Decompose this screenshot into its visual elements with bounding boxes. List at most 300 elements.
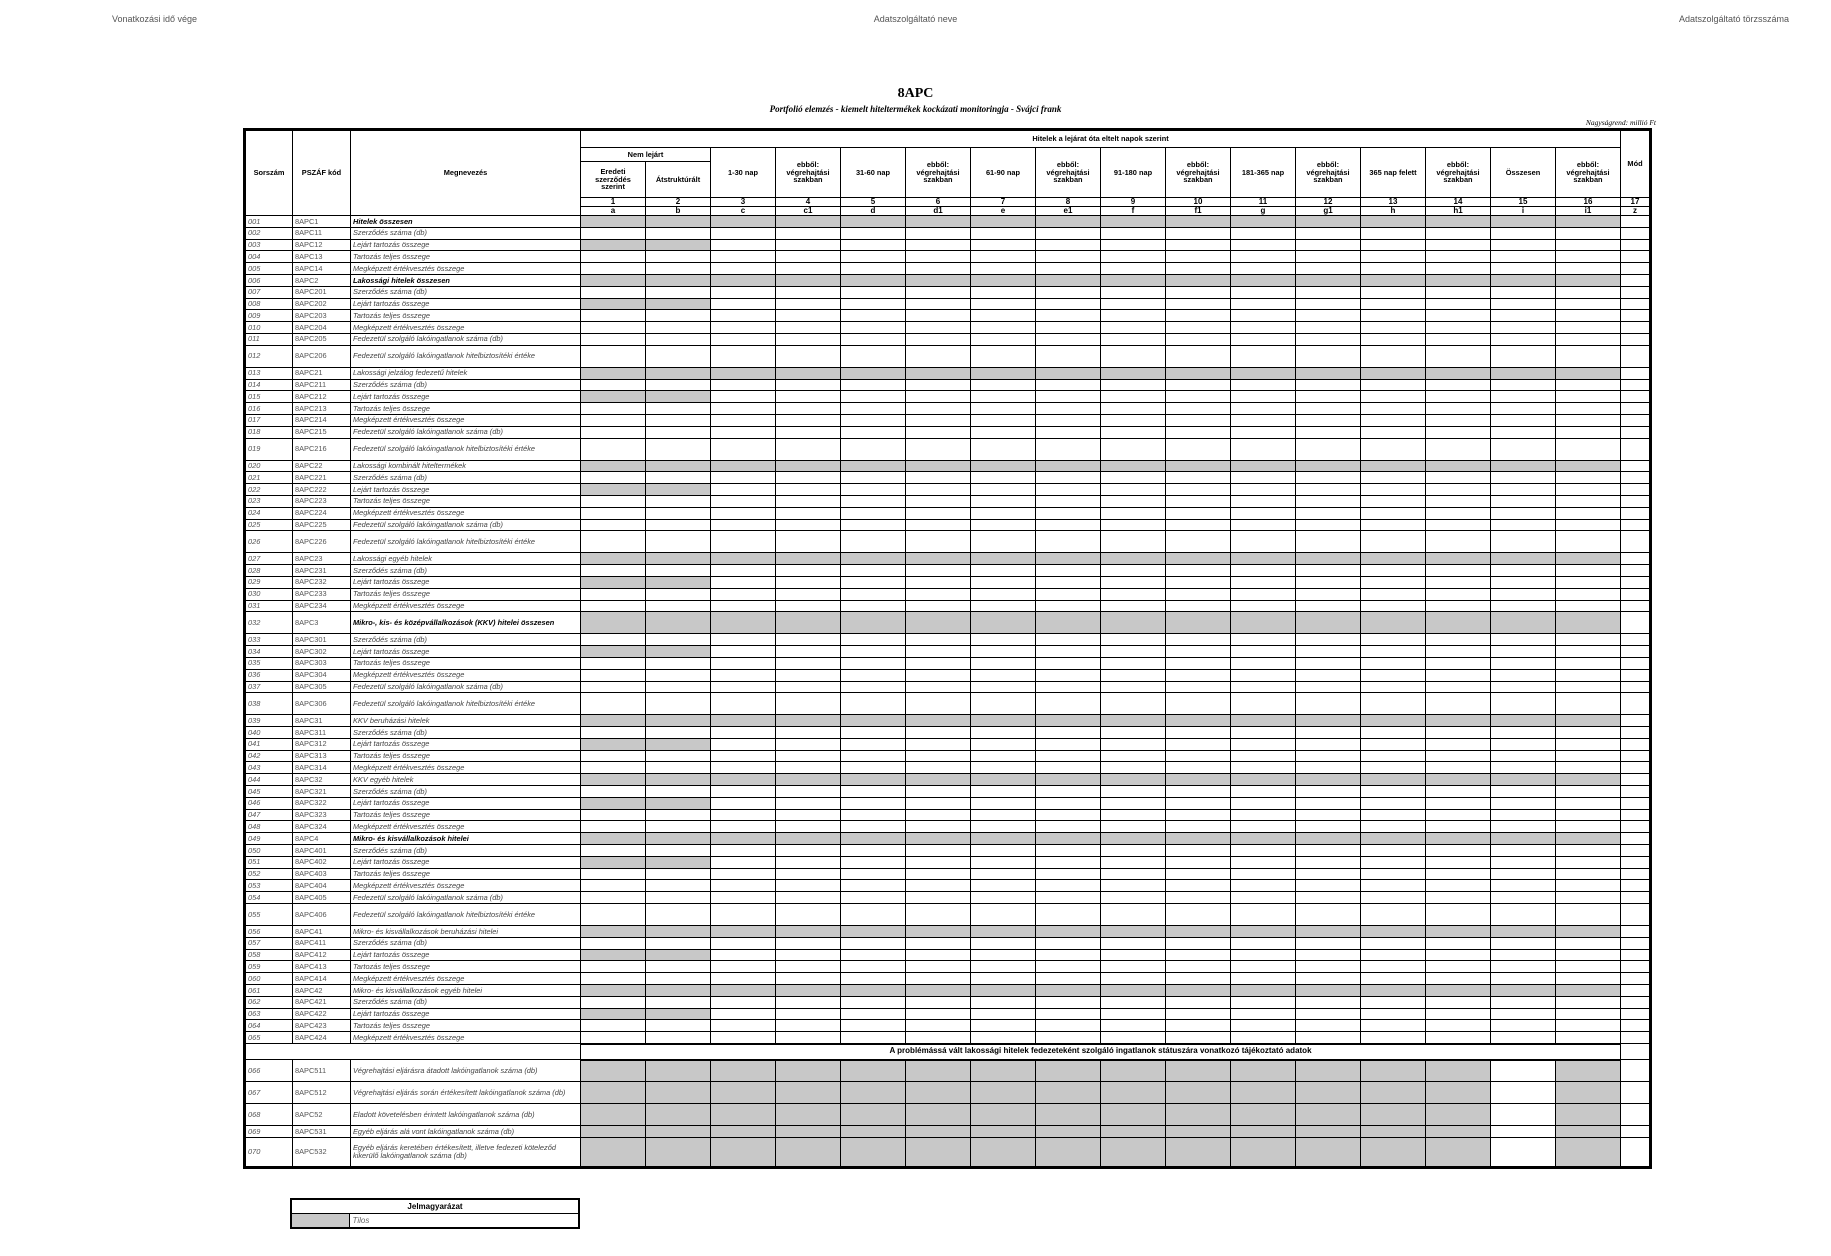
- data-cell[interactable]: [581, 426, 646, 438]
- data-cell[interactable]: [906, 274, 971, 286]
- data-cell[interactable]: [711, 833, 776, 845]
- data-cell[interactable]: [906, 937, 971, 949]
- data-cell[interactable]: [1166, 310, 1231, 322]
- data-cell[interactable]: [711, 391, 776, 403]
- data-cell[interactable]: [776, 414, 841, 426]
- data-cell[interactable]: [1231, 310, 1296, 322]
- data-cell[interactable]: [581, 263, 646, 275]
- data-cell[interactable]: [1166, 612, 1231, 634]
- data-cell[interactable]: [1231, 263, 1296, 275]
- data-cell[interactable]: [906, 286, 971, 298]
- data-cell[interactable]: [1426, 588, 1491, 600]
- data-cell[interactable]: [906, 379, 971, 391]
- data-cell[interactable]: [1426, 657, 1491, 669]
- data-cell[interactable]: [1101, 996, 1166, 1008]
- data-cell[interactable]: [1231, 937, 1296, 949]
- data-cell[interactable]: [646, 333, 711, 345]
- data-cell[interactable]: [906, 438, 971, 460]
- data-cell[interactable]: [841, 681, 906, 693]
- data-cell[interactable]: [1231, 345, 1296, 367]
- data-cell[interactable]: [1361, 403, 1426, 415]
- data-cell[interactable]: [1231, 1020, 1296, 1032]
- data-cell[interactable]: [646, 460, 711, 472]
- data-cell[interactable]: [776, 531, 841, 553]
- data-cell[interactable]: [1101, 495, 1166, 507]
- data-cell[interactable]: [1621, 961, 1651, 973]
- data-cell[interactable]: [1101, 1008, 1166, 1020]
- data-cell[interactable]: [971, 251, 1036, 263]
- data-cell[interactable]: [906, 762, 971, 774]
- data-cell[interactable]: [1491, 880, 1556, 892]
- data-cell[interactable]: [1231, 669, 1296, 681]
- data-cell[interactable]: [646, 750, 711, 762]
- data-cell[interactable]: [1491, 379, 1556, 391]
- data-cell[interactable]: [1361, 1032, 1426, 1044]
- data-cell[interactable]: [1101, 681, 1166, 693]
- data-cell[interactable]: [906, 426, 971, 438]
- data-cell[interactable]: [581, 669, 646, 681]
- data-cell[interactable]: [1036, 762, 1101, 774]
- data-cell[interactable]: [1621, 880, 1651, 892]
- data-cell[interactable]: [776, 367, 841, 379]
- data-cell[interactable]: [1296, 239, 1361, 251]
- data-cell[interactable]: [1556, 762, 1621, 774]
- data-cell[interactable]: [1426, 460, 1491, 472]
- data-cell[interactable]: [1361, 880, 1426, 892]
- data-cell[interactable]: [1101, 391, 1166, 403]
- data-cell[interactable]: [1621, 973, 1651, 985]
- data-cell[interactable]: [1361, 821, 1426, 833]
- data-cell[interactable]: [971, 797, 1036, 809]
- data-cell[interactable]: [1621, 693, 1651, 715]
- data-cell[interactable]: [1426, 774, 1491, 786]
- data-cell[interactable]: [1556, 669, 1621, 681]
- data-cell[interactable]: [776, 263, 841, 275]
- data-cell[interactable]: [1296, 600, 1361, 612]
- data-cell[interactable]: [581, 460, 646, 472]
- data-cell[interactable]: [711, 786, 776, 798]
- data-cell[interactable]: [1426, 1008, 1491, 1020]
- data-cell[interactable]: [646, 646, 711, 658]
- data-cell[interactable]: [1231, 892, 1296, 904]
- data-cell[interactable]: [1361, 426, 1426, 438]
- data-cell[interactable]: [1166, 414, 1231, 426]
- data-cell[interactable]: [1426, 367, 1491, 379]
- data-cell[interactable]: [1491, 727, 1556, 739]
- data-cell[interactable]: [1556, 484, 1621, 496]
- data-cell[interactable]: [1361, 251, 1426, 263]
- data-cell[interactable]: [971, 414, 1036, 426]
- data-cell[interactable]: [971, 904, 1036, 926]
- data-cell[interactable]: [776, 727, 841, 739]
- data-cell[interactable]: [711, 681, 776, 693]
- data-cell[interactable]: [776, 519, 841, 531]
- data-cell[interactable]: [1621, 588, 1651, 600]
- data-cell[interactable]: [1621, 379, 1651, 391]
- data-cell[interactable]: [1296, 1126, 1361, 1138]
- data-cell[interactable]: [581, 821, 646, 833]
- data-cell[interactable]: [1491, 322, 1556, 334]
- data-cell[interactable]: [906, 973, 971, 985]
- data-cell[interactable]: [1231, 727, 1296, 739]
- data-cell[interactable]: [776, 1126, 841, 1138]
- data-cell[interactable]: [776, 996, 841, 1008]
- data-cell[interactable]: [1166, 715, 1231, 727]
- data-cell[interactable]: [1361, 216, 1426, 228]
- data-cell[interactable]: [906, 495, 971, 507]
- data-cell[interactable]: [1166, 821, 1231, 833]
- data-cell[interactable]: [776, 460, 841, 472]
- data-cell[interactable]: [1231, 565, 1296, 577]
- data-cell[interactable]: [646, 1137, 711, 1167]
- data-cell[interactable]: [1491, 1126, 1556, 1138]
- data-cell[interactable]: [776, 298, 841, 310]
- data-cell[interactable]: [1361, 937, 1426, 949]
- data-cell[interactable]: [841, 227, 906, 239]
- data-cell[interactable]: [841, 379, 906, 391]
- data-cell[interactable]: [1426, 738, 1491, 750]
- data-cell[interactable]: [776, 274, 841, 286]
- data-cell[interactable]: [1036, 669, 1101, 681]
- data-cell[interactable]: [1621, 263, 1651, 275]
- data-cell[interactable]: [971, 1082, 1036, 1104]
- data-cell[interactable]: [581, 274, 646, 286]
- data-cell[interactable]: [1426, 391, 1491, 403]
- data-cell[interactable]: [1036, 973, 1101, 985]
- data-cell[interactable]: [1621, 646, 1651, 658]
- data-cell[interactable]: [1426, 298, 1491, 310]
- data-cell[interactable]: [1296, 809, 1361, 821]
- data-cell[interactable]: [711, 333, 776, 345]
- data-cell[interactable]: [1621, 1008, 1651, 1020]
- data-cell[interactable]: [1426, 1137, 1491, 1167]
- data-cell[interactable]: [1426, 937, 1491, 949]
- data-cell[interactable]: [1036, 391, 1101, 403]
- data-cell[interactable]: [1101, 600, 1166, 612]
- data-cell[interactable]: [1101, 657, 1166, 669]
- data-cell[interactable]: [1426, 681, 1491, 693]
- data-cell[interactable]: [1231, 576, 1296, 588]
- data-cell[interactable]: [1036, 600, 1101, 612]
- data-cell[interactable]: [1556, 1032, 1621, 1044]
- data-cell[interactable]: [1036, 1032, 1101, 1044]
- data-cell[interactable]: [1556, 426, 1621, 438]
- data-cell[interactable]: [841, 961, 906, 973]
- data-cell[interactable]: [1036, 937, 1101, 949]
- data-cell[interactable]: [776, 322, 841, 334]
- data-cell[interactable]: [776, 345, 841, 367]
- data-cell[interactable]: [1036, 227, 1101, 239]
- data-cell[interactable]: [1621, 216, 1651, 228]
- data-cell[interactable]: [841, 868, 906, 880]
- data-cell[interactable]: [1491, 333, 1556, 345]
- data-cell[interactable]: [1101, 322, 1166, 334]
- data-cell[interactable]: [906, 333, 971, 345]
- data-cell[interactable]: [1036, 949, 1101, 961]
- data-cell[interactable]: [906, 961, 971, 973]
- data-cell[interactable]: [1621, 750, 1651, 762]
- data-cell[interactable]: [646, 1060, 711, 1082]
- data-cell[interactable]: [1101, 519, 1166, 531]
- data-cell[interactable]: [1036, 263, 1101, 275]
- data-cell[interactable]: [1361, 414, 1426, 426]
- data-cell[interactable]: [1101, 904, 1166, 926]
- data-cell[interactable]: [1621, 612, 1651, 634]
- data-cell[interactable]: [1491, 565, 1556, 577]
- data-cell[interactable]: [1556, 495, 1621, 507]
- data-cell[interactable]: [971, 1137, 1036, 1167]
- data-cell[interactable]: [646, 274, 711, 286]
- data-cell[interactable]: [776, 738, 841, 750]
- data-cell[interactable]: [711, 1104, 776, 1126]
- data-cell[interactable]: [1556, 438, 1621, 460]
- data-cell[interactable]: [1361, 926, 1426, 938]
- data-cell[interactable]: [711, 809, 776, 821]
- data-cell[interactable]: [841, 553, 906, 565]
- data-cell[interactable]: [1166, 379, 1231, 391]
- data-cell[interactable]: [906, 715, 971, 727]
- data-cell[interactable]: [581, 1104, 646, 1126]
- data-cell[interactable]: [1231, 845, 1296, 857]
- data-cell[interactable]: [1621, 634, 1651, 646]
- data-cell[interactable]: [906, 460, 971, 472]
- data-cell[interactable]: [1361, 612, 1426, 634]
- data-cell[interactable]: [1621, 762, 1651, 774]
- data-cell[interactable]: [971, 973, 1036, 985]
- data-cell[interactable]: [711, 507, 776, 519]
- data-cell[interactable]: [1166, 1104, 1231, 1126]
- data-cell[interactable]: [711, 588, 776, 600]
- data-cell[interactable]: [841, 426, 906, 438]
- data-cell[interactable]: [646, 495, 711, 507]
- data-cell[interactable]: [711, 426, 776, 438]
- data-cell[interactable]: [1166, 426, 1231, 438]
- data-cell[interactable]: [1426, 612, 1491, 634]
- data-cell[interactable]: [711, 379, 776, 391]
- data-cell[interactable]: [1036, 646, 1101, 658]
- data-cell[interactable]: [1426, 1060, 1491, 1082]
- data-cell[interactable]: [841, 669, 906, 681]
- data-cell[interactable]: [1621, 681, 1651, 693]
- data-cell[interactable]: [841, 845, 906, 857]
- data-cell[interactable]: [1361, 600, 1426, 612]
- data-cell[interactable]: [1621, 345, 1651, 367]
- data-cell[interactable]: [841, 251, 906, 263]
- data-cell[interactable]: [711, 519, 776, 531]
- data-cell[interactable]: [1621, 1126, 1651, 1138]
- data-cell[interactable]: [1556, 460, 1621, 472]
- data-cell[interactable]: [906, 565, 971, 577]
- data-cell[interactable]: [1426, 750, 1491, 762]
- data-cell[interactable]: [841, 531, 906, 553]
- data-cell[interactable]: [646, 856, 711, 868]
- data-cell[interactable]: [646, 892, 711, 904]
- data-cell[interactable]: [1296, 612, 1361, 634]
- data-cell[interactable]: [1621, 949, 1651, 961]
- data-cell[interactable]: [646, 298, 711, 310]
- data-cell[interactable]: [1556, 1020, 1621, 1032]
- data-cell[interactable]: [1621, 797, 1651, 809]
- data-cell[interactable]: [906, 856, 971, 868]
- data-cell[interactable]: [1361, 274, 1426, 286]
- data-cell[interactable]: [841, 856, 906, 868]
- data-cell[interactable]: [906, 868, 971, 880]
- data-cell[interactable]: [1556, 565, 1621, 577]
- data-cell[interactable]: [1101, 310, 1166, 322]
- data-cell[interactable]: [776, 1008, 841, 1020]
- data-cell[interactable]: [1426, 495, 1491, 507]
- data-cell[interactable]: [1166, 1137, 1231, 1167]
- data-cell[interactable]: [971, 949, 1036, 961]
- data-cell[interactable]: [646, 403, 711, 415]
- data-cell[interactable]: [1036, 833, 1101, 845]
- data-cell[interactable]: [581, 715, 646, 727]
- data-cell[interactable]: [1036, 310, 1101, 322]
- data-cell[interactable]: [581, 588, 646, 600]
- data-cell[interactable]: [1166, 286, 1231, 298]
- data-cell[interactable]: [971, 403, 1036, 415]
- data-cell[interactable]: [971, 495, 1036, 507]
- data-cell[interactable]: [1231, 216, 1296, 228]
- data-cell[interactable]: [711, 553, 776, 565]
- data-cell[interactable]: [1361, 239, 1426, 251]
- data-cell[interactable]: [1231, 379, 1296, 391]
- data-cell[interactable]: [1101, 669, 1166, 681]
- data-cell[interactable]: [1621, 868, 1651, 880]
- data-cell[interactable]: [711, 845, 776, 857]
- data-cell[interactable]: [841, 833, 906, 845]
- data-cell[interactable]: [906, 472, 971, 484]
- data-cell[interactable]: [1296, 414, 1361, 426]
- data-cell[interactable]: [1296, 657, 1361, 669]
- data-cell[interactable]: [776, 600, 841, 612]
- data-cell[interactable]: [971, 738, 1036, 750]
- data-cell[interactable]: [1166, 868, 1231, 880]
- data-cell[interactable]: [1231, 333, 1296, 345]
- data-cell[interactable]: [646, 821, 711, 833]
- data-cell[interactable]: [776, 239, 841, 251]
- data-cell[interactable]: [1556, 379, 1621, 391]
- data-cell[interactable]: [1101, 531, 1166, 553]
- data-cell[interactable]: [1426, 414, 1491, 426]
- data-cell[interactable]: [971, 985, 1036, 997]
- data-cell[interactable]: [1166, 1060, 1231, 1082]
- data-cell[interactable]: [1491, 438, 1556, 460]
- data-cell[interactable]: [1166, 996, 1231, 1008]
- data-cell[interactable]: [1621, 239, 1651, 251]
- data-cell[interactable]: [711, 263, 776, 275]
- data-cell[interactable]: [1231, 973, 1296, 985]
- data-cell[interactable]: [1556, 634, 1621, 646]
- data-cell[interactable]: [1166, 681, 1231, 693]
- data-cell[interactable]: [1101, 565, 1166, 577]
- data-cell[interactable]: [1296, 484, 1361, 496]
- data-cell[interactable]: [1296, 472, 1361, 484]
- data-cell[interactable]: [1166, 553, 1231, 565]
- data-cell[interactable]: [1491, 973, 1556, 985]
- data-cell[interactable]: [1426, 274, 1491, 286]
- data-cell[interactable]: [581, 750, 646, 762]
- data-cell[interactable]: [1621, 251, 1651, 263]
- data-cell[interactable]: [1621, 845, 1651, 857]
- data-cell[interactable]: [1166, 880, 1231, 892]
- data-cell[interactable]: [711, 1008, 776, 1020]
- data-cell[interactable]: [711, 239, 776, 251]
- data-cell[interactable]: [1231, 588, 1296, 600]
- data-cell[interactable]: [971, 588, 1036, 600]
- data-cell[interactable]: [1361, 565, 1426, 577]
- data-cell[interactable]: [1296, 797, 1361, 809]
- data-cell[interactable]: [1231, 880, 1296, 892]
- data-cell[interactable]: [1296, 507, 1361, 519]
- data-cell[interactable]: [1426, 239, 1491, 251]
- data-cell[interactable]: [1621, 856, 1651, 868]
- data-cell[interactable]: [1426, 507, 1491, 519]
- data-cell[interactable]: [711, 1032, 776, 1044]
- data-cell[interactable]: [1296, 762, 1361, 774]
- data-cell[interactable]: [1231, 1008, 1296, 1020]
- data-cell[interactable]: [841, 926, 906, 938]
- data-cell[interactable]: [1231, 495, 1296, 507]
- data-cell[interactable]: [1296, 576, 1361, 588]
- data-cell[interactable]: [1361, 985, 1426, 997]
- data-cell[interactable]: [1426, 868, 1491, 880]
- data-cell[interactable]: [971, 345, 1036, 367]
- data-cell[interactable]: [581, 484, 646, 496]
- data-cell[interactable]: [1361, 1082, 1426, 1104]
- data-cell[interactable]: [1296, 856, 1361, 868]
- data-cell[interactable]: [906, 1137, 971, 1167]
- data-cell[interactable]: [1621, 669, 1651, 681]
- data-cell[interactable]: [711, 985, 776, 997]
- data-cell[interactable]: [1361, 892, 1426, 904]
- data-cell[interactable]: [711, 996, 776, 1008]
- data-cell[interactable]: [1556, 904, 1621, 926]
- data-cell[interactable]: [1166, 495, 1231, 507]
- data-cell[interactable]: [1101, 809, 1166, 821]
- data-cell[interactable]: [1296, 1020, 1361, 1032]
- data-cell[interactable]: [646, 251, 711, 263]
- data-cell[interactable]: [1296, 553, 1361, 565]
- data-cell[interactable]: [581, 797, 646, 809]
- data-cell[interactable]: [1166, 750, 1231, 762]
- data-cell[interactable]: [1101, 786, 1166, 798]
- data-cell[interactable]: [711, 227, 776, 239]
- data-cell[interactable]: [1231, 1060, 1296, 1082]
- data-cell[interactable]: [1166, 565, 1231, 577]
- data-cell[interactable]: [1101, 612, 1166, 634]
- data-cell[interactable]: [776, 715, 841, 727]
- data-cell[interactable]: [1036, 414, 1101, 426]
- data-cell[interactable]: [1036, 588, 1101, 600]
- data-cell[interactable]: [1296, 263, 1361, 275]
- data-cell[interactable]: [841, 472, 906, 484]
- data-cell[interactable]: [1101, 414, 1166, 426]
- data-cell[interactable]: [646, 949, 711, 961]
- data-cell[interactable]: [646, 1020, 711, 1032]
- data-cell[interactable]: [1231, 1126, 1296, 1138]
- data-cell[interactable]: [1296, 286, 1361, 298]
- data-cell[interactable]: [776, 681, 841, 693]
- data-cell[interactable]: [1491, 519, 1556, 531]
- data-cell[interactable]: [841, 367, 906, 379]
- data-cell[interactable]: [711, 298, 776, 310]
- data-cell[interactable]: [1101, 973, 1166, 985]
- data-cell[interactable]: [1556, 310, 1621, 322]
- data-cell[interactable]: [581, 438, 646, 460]
- data-cell[interactable]: [1231, 961, 1296, 973]
- data-cell[interactable]: [1426, 669, 1491, 681]
